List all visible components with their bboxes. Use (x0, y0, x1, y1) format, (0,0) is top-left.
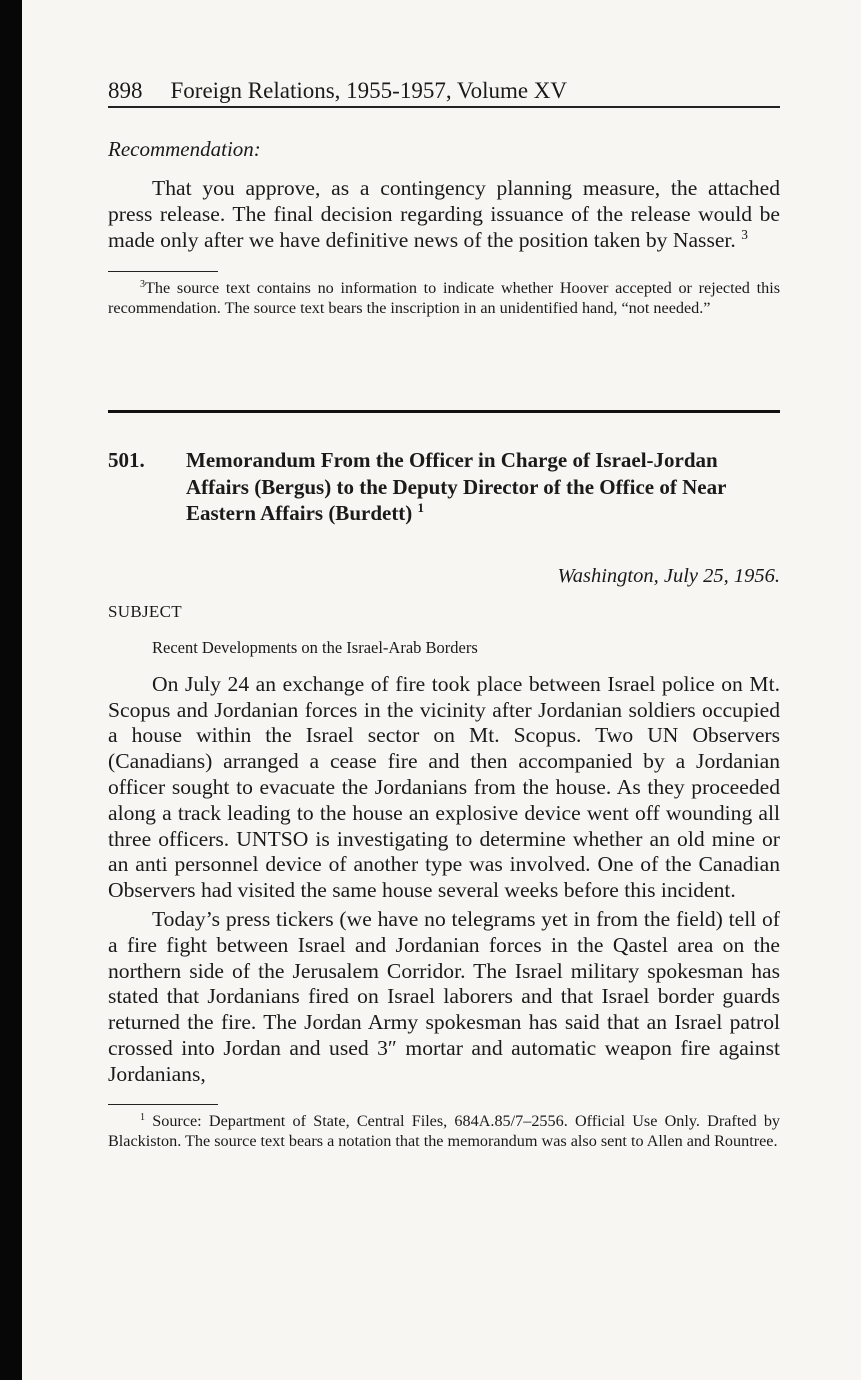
footnote-rule (108, 271, 218, 272)
footnote-rule (108, 1104, 218, 1105)
footnote-1-marker: 1 (140, 1111, 146, 1123)
recommendation-paragraph (108, 176, 780, 253)
body-paragraph-1: On July 24 an exchange of fire took place between Israel police on Mt. Scopus and Jordanian forces in the vicinity after Jordanian soldiers occupied a house within the Israel sector on Mt. Scopus. Two UN Observers (Canadians) arranged a cease fire and then accompanied by a Jordanian officer sought to evacuate the Jordanians from the house. As they proceeded along a track leading to the house an explosive device went off wounding all three officers. UNTSO is investigating to determine whether an old mine or an anti personnel device of another type was involved. One of the Canadian Observers had visited the same house several weeks before this incident. (108, 671, 780, 903)
footnote-1-text: Source: Department of State, Central Files, 684A.85/7–2556. Official Use Only. Drafted by Blackiston. The source text bears a notation that the memorandum was also sent to Allen and Rountree. (108, 1111, 781, 1150)
footnote-3-text: The source text contains no information to indicate whether Hoover accepted or rejected this recommendation. The source text bears the inscription in an unidentified hand, “not needed.” (108, 279, 780, 318)
book-spine-shadow (0, 0, 22, 1380)
volume-title: Foreign Relations, 1955-1957, Volume XV (170, 78, 568, 103)
recommendation-text: That you approve, as a contingency planning measure, the attached press release. The final decision regarding issuance of the release would be made only after we have definitive news of the position taken by Nasser. (108, 176, 780, 252)
document-number: 501. (108, 448, 145, 473)
footnote-1 (108, 1111, 780, 1151)
footnote-ref-1: 1 (417, 500, 425, 516)
recommendation-label: Recommendation: (108, 137, 261, 161)
footnote-3 (108, 278, 780, 318)
page-number: 898 (108, 78, 143, 103)
section-divider (108, 410, 780, 413)
document-title: Memorandum From the Officer in Charge of Israel-Jordan Affairs (Bergus) to the Deputy Director of the Office of Near Eastern Affairs (Burdett) (186, 448, 727, 526)
body-paragraph-2: Today’s press tickers (we have no telegrams yet in from the field) tell of a fire fight between Israel and Jordanian forces in the Qastel area on the northern side of the Jerusalem Corridor. The Israel military spokesman has stated that Jordanians fired on Israel laborers and that Israel border guards returned the fire. The Jordan Army spokesman has said that an Israel patrol crossed into Jordan and used 3″ mortar and automatic weapon fire against Jordanians, (108, 907, 780, 1086)
subject-label: SUBJECT (108, 601, 182, 621)
running-head (108, 76, 780, 108)
dateline: Washington, July 25, 1956. (557, 564, 780, 587)
subject-text: Recent Developments on the Israel-Arab Borders (152, 637, 478, 657)
document-heading (108, 447, 780, 527)
document-page (108, 76, 780, 1151)
footnote-3-marker: 3 (140, 279, 146, 291)
footnote-ref-3: 3 (741, 226, 748, 242)
document-title-block (186, 447, 746, 527)
